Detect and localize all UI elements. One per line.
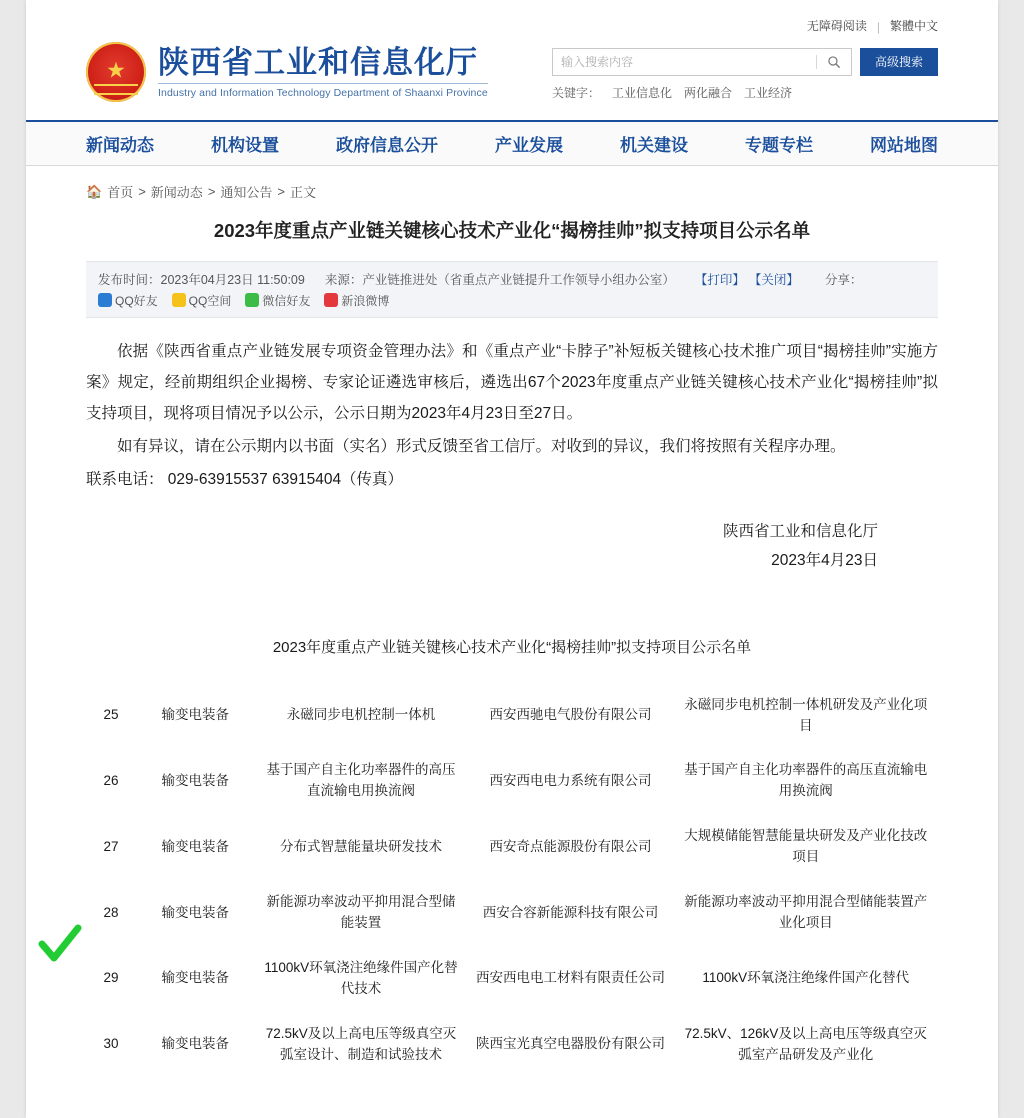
utility-separator: | [876, 20, 880, 34]
row-number: 25 [103, 707, 119, 723]
publish-time: 发布时间：2023年04月23日 11:50:09 [98, 272, 305, 287]
search-keywords [552, 84, 792, 101]
row-tech: 1100kV环氧浇注绝缘件国产化替代技术 [264, 960, 458, 996]
row-chain: 输变电装备 [161, 772, 229, 788]
nav-item-organization[interactable]: 机构设置 [211, 136, 279, 155]
advanced-search-button[interactable]: 高级搜索 [860, 48, 938, 76]
national-emblem-icon [86, 42, 146, 102]
search-box[interactable] [552, 48, 852, 76]
row-company: 陕西宝光真空电器股份有限公司 [476, 1036, 666, 1052]
share-qq[interactable]: QQ好友 [98, 292, 158, 309]
row-project: 永磁同步电机控制一体机研发及产业化项目 [684, 696, 928, 733]
row-tech: 72.5kV及以上高电压等级真空灭弧室设计、制造和试验技术 [265, 1025, 457, 1062]
signature-date: 2023年4月23日 [771, 552, 878, 570]
print-link[interactable]: 【打印】 [694, 272, 745, 287]
row-tech: 永磁同步电机控制一体机 [286, 707, 436, 723]
traditional-chinese-link[interactable]: 繁體中文 [889, 19, 938, 33]
nav-item-sitemap[interactable]: 网站地图 [870, 136, 938, 155]
share-wechat[interactable]: 微信好友 [245, 292, 310, 309]
keyword-link-1[interactable]: 两化融合 [684, 85, 733, 100]
row-tech: 分布式智慧能量块研发技术 [280, 838, 442, 854]
article-paragraph-3: 联系电话： 029-63915537 63915404（传真） [86, 470, 404, 488]
nav-item-special-columns[interactable]: 专题专栏 [745, 136, 813, 155]
nav-item-government-info[interactable]: 政府信息公开 [336, 136, 438, 155]
table-row [86, 880, 938, 946]
breadcrumb-separator-1: > [138, 184, 146, 199]
row-company: 西安西电电力系统有限公司 [489, 772, 652, 788]
main-navigation [26, 120, 998, 166]
site-header [26, 34, 998, 120]
table-row [86, 1012, 938, 1078]
table-row [86, 946, 938, 1012]
nav-item-industry-development[interactable]: 产业发展 [495, 136, 563, 155]
search-row [552, 48, 938, 76]
row-project: 1100kV环氧浇注绝缘件国产化替代 [702, 970, 910, 986]
table-caption: 2023年度重点产业链关键核心技术产业化“揭榜挂帅”拟支持项目公示名单 [272, 638, 752, 656]
breadcrumb-item-notice[interactable]: 通知公告 [220, 185, 273, 200]
row-project: 新能源功率波动平抑用混合型储能装置产业化项目 [684, 894, 928, 931]
row-chain: 输变电装备 [161, 838, 229, 854]
breadcrumb-item-home[interactable]: 首页 [107, 185, 134, 200]
weibo-icon [324, 293, 338, 307]
keyword-link-0[interactable]: 工业信息化 [612, 85, 673, 100]
share-weibo[interactable]: 新浪微博 [324, 292, 389, 309]
article-meta-bar [86, 261, 938, 318]
row-company: 西安西电电工材料有限责任公司 [476, 970, 666, 986]
nav-item-news[interactable]: 新闻动态 [86, 136, 154, 155]
row-chain: 输变电装备 [161, 970, 229, 986]
article-source: 来源：产业链推进处（省重点产业链提升工作领导小组办公室） [324, 272, 675, 287]
row-number: 30 [103, 1036, 119, 1052]
page-title: 2023年度重点产业链关键核心技术产业化“揭榜挂帅”拟支持项目公示名单 [213, 220, 811, 241]
search-icon[interactable] [816, 55, 851, 69]
row-company: 西安合容新能源科技有限公司 [482, 904, 659, 920]
row-project: 大规模储能智慧能量块研发及产业化技改项目 [684, 828, 928, 865]
row-number: 28 [103, 904, 119, 920]
breadcrumb-separator-2: > [207, 184, 216, 199]
table-row [86, 683, 938, 749]
keywords-label: 关键字： [552, 85, 601, 100]
header-search-area [552, 44, 938, 101]
accessibility-link[interactable]: 无障碍阅读 [806, 19, 867, 33]
table-row [86, 814, 938, 880]
row-tech: 新能源功率波动平抑用混合型储能装置 [266, 894, 456, 931]
site-name-cn: 陕西省工业和信息化厅 [158, 44, 478, 80]
home-icon: 🏠 [86, 183, 103, 199]
nav-item-agency-construction[interactable]: 机关建设 [620, 136, 688, 155]
row-tech: 基于国产自主化功率器件的高压直流输电用换流阀 [266, 762, 456, 799]
article [26, 211, 998, 1118]
row-project: 72.5kV、126kV及以上高电压等级真空灭弧室产品研发及产业化 [684, 1025, 927, 1062]
article-paragraph-2: 如有异议，请在公示期内以书面（实名）形式反馈至省工信厅。对收到的异议，我们将按照有关程序办理。 [117, 437, 846, 455]
row-company: 西安奇点能源股份有限公司 [489, 838, 652, 854]
row-chain: 输变电装备 [161, 707, 229, 723]
row-number: 29 [103, 970, 119, 986]
wechat-icon [245, 293, 259, 307]
breadcrumb-item-current: 正文 [290, 185, 317, 200]
row-company: 西安西驰电气股份有限公司 [489, 707, 652, 723]
site-name-en: Industry and Information Technology Department of Shaanxi Province [158, 83, 488, 99]
row-chain: 输变电装备 [161, 904, 229, 920]
close-link[interactable]: 【关闭】 [748, 272, 799, 287]
table-row [86, 748, 938, 814]
page-container [26, 0, 998, 1118]
project-list-table [86, 683, 938, 1078]
row-number: 26 [103, 772, 119, 788]
breadcrumb-item-news[interactable]: 新闻动态 [150, 185, 203, 200]
qzone-icon [172, 293, 186, 307]
article-paragraph-1: 依据《陕西省重点产业链发展专项资金管理办法》和《重点产业“卡脖子”补短板关键核心技术推广项目“揭榜挂帅”实施方案》规定，经前期组织企业揭榜、专家论证遴选审核后，遴选出67个2023年度重点产业链关键核心技术产业化“揭榜挂帅”拟支持项目，现将项目情况予以公示，公示日期为2023年4月23日至27日。 [86, 342, 938, 422]
share-label: 分享： [824, 272, 863, 287]
article-signature [86, 517, 938, 576]
signature-org: 陕西省工业和信息化厅 [722, 522, 878, 540]
row-number: 27 [103, 838, 119, 854]
article-body [86, 336, 938, 495]
keyword-link-2[interactable]: 工业经济 [744, 85, 793, 100]
site-branding[interactable] [158, 45, 488, 100]
share-qzone[interactable]: QQ空间 [172, 292, 232, 309]
utility-bar [26, 0, 998, 34]
row-project: 基于国产自主化功率器件的高压直流输电用换流阀 [684, 762, 928, 799]
qq-icon [98, 293, 112, 307]
breadcrumb-separator-3: > [277, 184, 286, 199]
breadcrumb [26, 166, 998, 211]
search-input[interactable] [553, 49, 816, 75]
row-chain: 输变电装备 [161, 1036, 229, 1052]
